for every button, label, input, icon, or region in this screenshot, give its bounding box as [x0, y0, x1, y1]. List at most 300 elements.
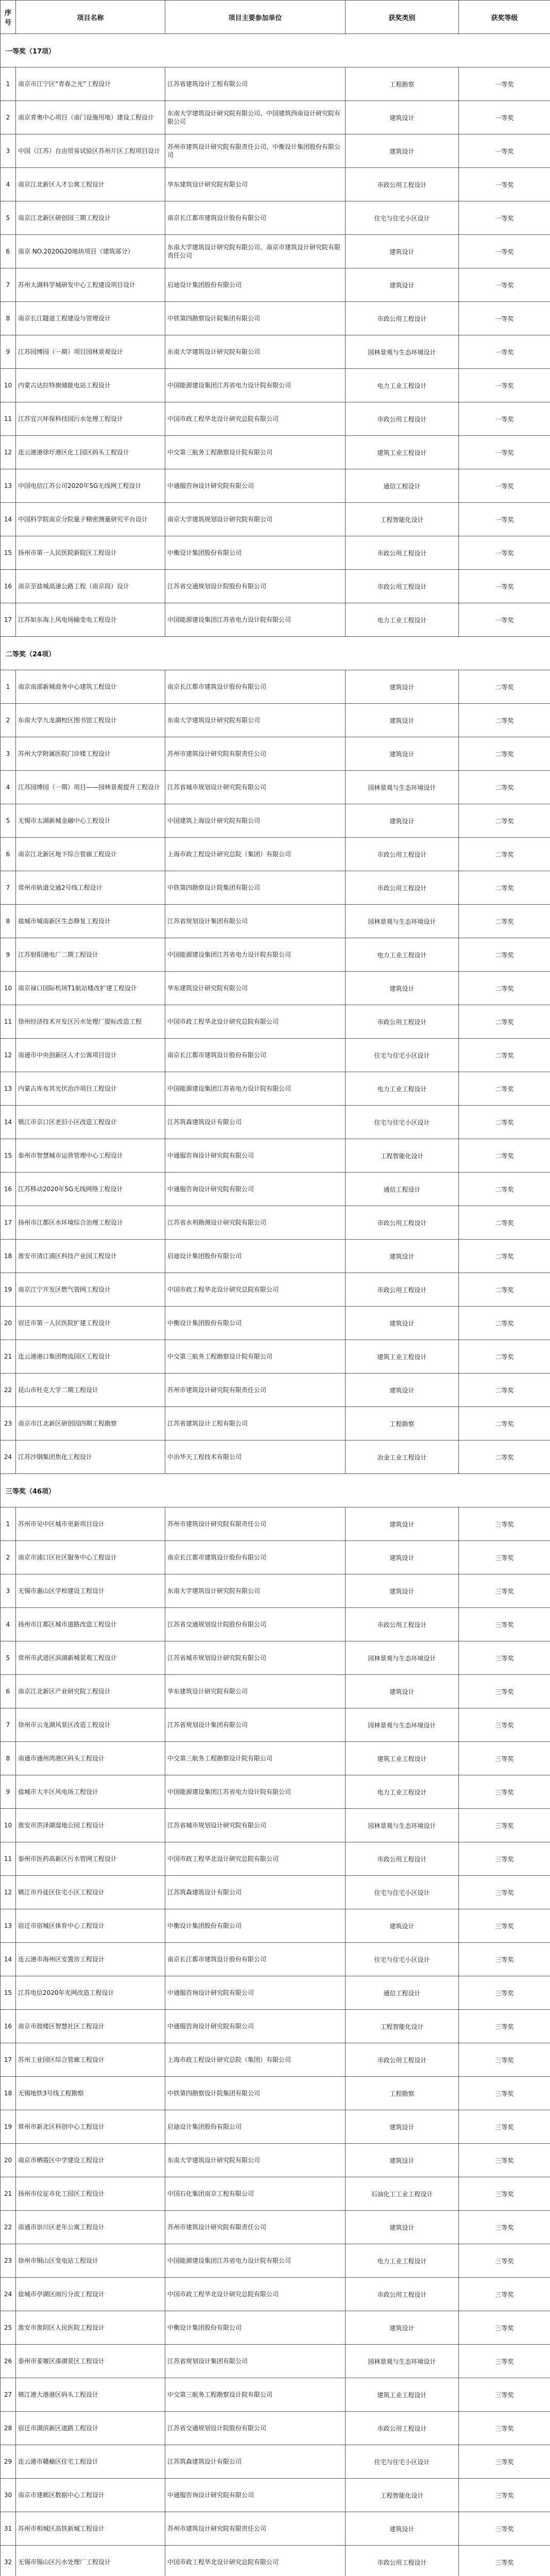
award-category: 建筑设计 — [346, 737, 459, 771]
award-level: 二等奖 — [459, 1139, 550, 1173]
project-name: 南通市通州湾港区码头工程设计 — [16, 1742, 165, 1775]
row-number: 22 — [1, 1374, 16, 1407]
award-level: 二等奖 — [459, 704, 550, 737]
participating-units: 中国市政工程华北设计研究总院有限公司 — [165, 2278, 346, 2311]
row-number: 15 — [1, 1976, 16, 2010]
award-level: 一等奖 — [459, 134, 550, 168]
participating-units: 南京长江都市建筑设计股份有限公司 — [165, 1039, 346, 1072]
row-number: 20 — [1, 2144, 16, 2177]
header-name: 项目名称 — [16, 1, 165, 34]
row-number: 5 — [1, 1641, 16, 1675]
table-row — [1, 134, 550, 168]
row-number: 23 — [1, 2244, 16, 2278]
table-row — [1, 1976, 550, 2010]
participating-units: 中国市政工程华北设计研究总院有限公司 — [165, 1842, 346, 1876]
row-number: 4 — [1, 771, 16, 804]
award-level: 二等奖 — [459, 1005, 550, 1039]
project-name: 江苏移动2020年5G无线网络工程设计 — [16, 1173, 165, 1206]
participating-units: 江苏省建筑设计工程有限公司 — [165, 67, 346, 101]
table-row — [1, 737, 550, 771]
table-row — [1, 1139, 550, 1173]
row-number: 1 — [1, 67, 16, 101]
award-category: 通信工程设计 — [346, 1173, 459, 1206]
participating-units: 东南大学建筑设计研究院有限公司、南京市建筑设计研究院有限责任公司 — [165, 235, 346, 268]
participating-units: 中国建筑上海设计研究院有限公司 — [165, 804, 346, 838]
award-category: 建筑设计 — [346, 101, 459, 134]
participating-units: 中国能源建设集团江苏省电力设计院有限公司 — [165, 369, 346, 402]
award-level: 一等奖 — [459, 369, 550, 402]
table-row — [1, 670, 550, 704]
award-level: 一等奖 — [459, 268, 550, 302]
award-category: 电力工业工程设计 — [346, 369, 459, 402]
project-name: 南京市浦口区社区服务中心工程设计 — [16, 1541, 165, 1574]
award-level: 三等奖 — [459, 1708, 550, 1742]
award-category: 建筑设计 — [346, 2110, 459, 2144]
award-level: 三等奖 — [459, 2311, 550, 2345]
participating-units: 江苏筑森建筑设计有限公司 — [165, 2445, 346, 2479]
project-name: 江苏园博园（一期）项目——园林景观提升工程设计 — [16, 771, 165, 804]
award-level: 三等奖 — [459, 2546, 550, 2576]
table-row — [1, 335, 550, 369]
award-category: 建筑设计 — [346, 1675, 459, 1708]
award-category: 通信工程设计 — [346, 469, 459, 503]
table-row — [1, 1374, 550, 1407]
participating-units: 中交第三航务工程勘察设计院有限公司 — [165, 1340, 346, 1374]
award-level: 三等奖 — [459, 1809, 550, 1842]
award-category: 住宅与住宅小区设计 — [346, 1943, 459, 1976]
award-level: 三等奖 — [459, 1641, 550, 1675]
project-name: 宿迁市湖滨新区道路工程设计 — [16, 2412, 165, 2445]
award-category: 建筑设计 — [346, 1307, 459, 1340]
participating-units: 启迪设计集团股份有限公司 — [165, 268, 346, 302]
award-category: 市政公用工程设计 — [346, 570, 459, 603]
participating-units: 中国能源建设集团江苏省电力设计院有限公司 — [165, 1072, 346, 1106]
row-number: 7 — [1, 871, 16, 905]
project-name: 扬州市江都区水环境综合治理工程设计 — [16, 1206, 165, 1240]
award-level: 三等奖 — [459, 2378, 550, 2412]
header-org: 项目主要参加单位 — [165, 1, 346, 34]
row-number: 8 — [1, 302, 16, 335]
project-name: 镇江市京口区老旧小区改造工程设计 — [16, 1106, 165, 1139]
project-name: 南京江北新区产业研究院工程设计 — [16, 1675, 165, 1708]
project-name: 内蒙古库布其光伏治沙项目工程设计 — [16, 1072, 165, 1106]
project-name: 盐城市亭湖区雨污分流工程设计 — [16, 2278, 165, 2311]
project-name: 苏州市相城区高铁新城工程设计 — [16, 2512, 165, 2546]
section-row — [1, 637, 550, 670]
row-number: 18 — [1, 2077, 16, 2110]
participating-units: 苏州市建筑设计研究院有限责任公司、中衡设计集团股份有限公司 — [165, 134, 346, 168]
award-category: 市政公用工程设计 — [346, 402, 459, 436]
table-row — [1, 1240, 550, 1273]
award-level: 二等奖 — [459, 972, 550, 1005]
row-number: 6 — [1, 838, 16, 871]
table-row — [1, 2278, 550, 2311]
table-row — [1, 469, 550, 503]
table-row — [1, 1206, 550, 1240]
project-name: 南京市鼓楼区智慧社区工程设计 — [16, 2010, 165, 2043]
award-level: 二等奖 — [459, 804, 550, 838]
table-row — [1, 1039, 550, 1072]
award-category: 工程智能化设计 — [346, 1139, 459, 1173]
project-name: 内蒙古达拉特旗储能电站工程设计 — [16, 369, 165, 402]
row-number: 17 — [1, 2043, 16, 2077]
award-level: 三等奖 — [459, 2244, 550, 2278]
project-name: 南京江宁开发区燃气管网工程设计 — [16, 1273, 165, 1307]
participating-units: 江苏筑森建筑设计有限公司 — [165, 1876, 346, 1909]
participating-units: 江苏省交通规划设计院股份有限公司 — [165, 570, 346, 603]
row-number: 11 — [1, 402, 16, 436]
participating-units: 中衡设计集团股份有限公司 — [165, 1307, 346, 1340]
table-row — [1, 2445, 550, 2479]
row-number: 17 — [1, 1206, 16, 1240]
table-row — [1, 2110, 550, 2144]
participating-units: 中铁第四勘察设计院集团有限公司 — [165, 871, 346, 905]
participating-units: 中国市政工程华北设计研究总院有限公司 — [165, 1005, 346, 1039]
participating-units: 启迪设计集团股份有限公司 — [165, 1240, 346, 1273]
participating-units: 中国能源建设集团江苏省电力设计院有限公司 — [165, 603, 346, 637]
section-title: 二等奖（24项） — [1, 637, 550, 670]
table-row — [1, 2177, 550, 2211]
table-row — [1, 1909, 550, 1943]
project-name: 泰州市姜堰区溱湖景区工程设计 — [16, 2345, 165, 2378]
award-level: 二等奖 — [459, 1307, 550, 1340]
award-level: 三等奖 — [459, 2479, 550, 2512]
table-row — [1, 67, 550, 101]
project-name: 南京市栖霞区中学建设工程设计 — [16, 2144, 165, 2177]
project-name: 泰州市智慧城市运营管理中心工程设计 — [16, 1139, 165, 1173]
project-name: 苏州大学附属医院门诊楼工程设计 — [16, 737, 165, 771]
award-category: 市政公用工程设计 — [346, 2278, 459, 2311]
award-level: 二等奖 — [459, 871, 550, 905]
project-name: 江苏沙钢集团焦化工程设计 — [16, 1440, 165, 1474]
award-category: 建筑设计 — [346, 1909, 459, 1943]
award-category: 建筑设计 — [346, 2512, 459, 2546]
table-row — [1, 168, 550, 201]
row-number: 27 — [1, 2378, 16, 2412]
participating-units: 华东建筑设计研究院有限公司 — [165, 972, 346, 1005]
table-row — [1, 1775, 550, 1809]
table-row — [1, 1842, 550, 1876]
project-name: 无锡市锡山区污水处理厂工程设计 — [16, 2546, 165, 2576]
row-number: 1 — [1, 670, 16, 704]
table-row — [1, 2546, 550, 2576]
award-level: 三等奖 — [459, 2010, 550, 2043]
project-name: 镇江市丹徒区住宅小区工程设计 — [16, 1876, 165, 1909]
participating-units: 中衡设计集团股份有限公司 — [165, 2311, 346, 2345]
table-row — [1, 1307, 550, 1340]
section-row — [1, 34, 550, 67]
participating-units: 中交第三航务工程勘察设计院有限公司 — [165, 2378, 346, 2412]
participating-units: 南京长江都市建筑设计股份有限公司 — [165, 201, 346, 235]
award-category: 园林景观与生态环境设计 — [346, 905, 459, 938]
award-level: 三等奖 — [459, 1976, 550, 2010]
award-category: 工程勘察 — [346, 2077, 459, 2110]
participating-units: 中铁第四勘察设计院集团有限公司 — [165, 302, 346, 335]
project-name: 徐州经济技术开发区污水处理厂提标改造工程 — [16, 1005, 165, 1039]
row-number: 11 — [1, 1005, 16, 1039]
participating-units: 中通服咨询设计研究院有限公司 — [165, 1976, 346, 2010]
project-name: 中国电信江苏公司2020年5G无线网工程设计 — [16, 469, 165, 503]
award-category: 建筑工业工程设计 — [346, 1742, 459, 1775]
table-row — [1, 235, 550, 268]
table-row — [1, 1641, 550, 1675]
table-row — [1, 503, 550, 536]
row-number: 2 — [1, 101, 16, 134]
table-row — [1, 268, 550, 302]
award-category: 园林景观与生态环境设计 — [346, 1708, 459, 1742]
table-row — [1, 2211, 550, 2244]
award-level: 二等奖 — [459, 1206, 550, 1240]
participating-units: 中冶华天工程技术有限公司 — [165, 1440, 346, 1474]
row-number: 22 — [1, 2211, 16, 2244]
participating-units: 中交第三航务工程勘察设计院有限公司 — [165, 436, 346, 469]
row-number: 13 — [1, 1909, 16, 1943]
table-row — [1, 704, 550, 737]
participating-units: 中通服咨询设计研究院有限公司 — [165, 2479, 346, 2512]
award-level: 三等奖 — [459, 2278, 550, 2311]
row-number: 9 — [1, 938, 16, 972]
participating-units: 江苏省城市规划设计研究院有限公司 — [165, 1809, 346, 1842]
project-name: 南京至盐城高速公路工程（南京段）设计 — [16, 570, 165, 603]
row-number: 6 — [1, 1675, 16, 1708]
table-row — [1, 1072, 550, 1106]
award-category: 市政公用工程设计 — [346, 168, 459, 201]
table-row — [1, 1407, 550, 1440]
table-row — [1, 101, 550, 134]
award-category: 住宅与住宅小区设计 — [346, 2445, 459, 2479]
section-title: 一等奖（17项） — [1, 34, 550, 67]
participating-units: 苏州市建筑设计研究院有限责任公司 — [165, 2211, 346, 2244]
award-category: 建筑设计 — [346, 1574, 459, 1608]
award-category: 建筑设计 — [346, 804, 459, 838]
award-level: 一等奖 — [459, 536, 550, 570]
table-row — [1, 2244, 550, 2278]
table-row — [1, 1608, 550, 1641]
award-category: 市政公用工程设计 — [346, 1608, 459, 1641]
award-level: 二等奖 — [459, 1039, 550, 1072]
award-category: 建筑设计 — [346, 1240, 459, 1273]
table-row — [1, 603, 550, 637]
participating-units: 中国能源建设集团江苏省电力设计院有限公司 — [165, 2244, 346, 2278]
participating-units: 中通服咨询设计研究院有限公司 — [165, 1173, 346, 1206]
project-name: 江苏宜兴环保科技园污水处理工程设计 — [16, 402, 165, 436]
participating-units: 江苏省建筑设计工程有限公司 — [165, 1407, 346, 1440]
table-row — [1, 972, 550, 1005]
award-category: 园林景观与生态环境设计 — [346, 771, 459, 804]
participating-units: 上海市政工程设计研究总院（集团）有限公司 — [165, 838, 346, 871]
award-category: 建筑设计 — [346, 1507, 459, 1541]
award-level: 一等奖 — [459, 570, 550, 603]
table-row — [1, 1173, 550, 1206]
table-row — [1, 871, 550, 905]
participating-units: 中国市政工程华北设计研究总院有限公司 — [165, 402, 346, 436]
row-number: 19 — [1, 1273, 16, 1307]
award-category: 工程智能化设计 — [346, 503, 459, 536]
project-name: 徐州市云龙湖风景区改造工程设计 — [16, 1708, 165, 1742]
award-category: 住宅与住宅小区设计 — [346, 201, 459, 235]
award-level: 三等奖 — [459, 2177, 550, 2211]
row-number: 3 — [1, 737, 16, 771]
award-category: 市政公用工程设计 — [346, 838, 459, 871]
participating-units: 中通服咨询设计研究院有限公司 — [165, 1139, 346, 1173]
table-row — [1, 2378, 550, 2412]
table-row — [1, 2311, 550, 2345]
award-category: 电力工业工程设计 — [346, 938, 459, 972]
table-row — [1, 402, 550, 436]
row-number: 4 — [1, 168, 16, 201]
project-name: 常州市武进区滨湖新城景观工程设计 — [16, 1641, 165, 1675]
award-category: 市政公用工程设计 — [346, 536, 459, 570]
participating-units: 南京长江都市建筑设计股份有限公司 — [165, 1541, 346, 1574]
award-level: 一等奖 — [459, 503, 550, 536]
award-level: 一等奖 — [459, 436, 550, 469]
project-name: 江苏园博园（一期）项目园林景观设计 — [16, 335, 165, 369]
award-level: 二等奖 — [459, 1173, 550, 1206]
award-category: 园林景观与生态环境设计 — [346, 1809, 459, 1842]
award-category: 建筑设计 — [346, 2144, 459, 2177]
table-row — [1, 1541, 550, 1574]
award-category: 建筑设计 — [346, 670, 459, 704]
project-name: 东南大学九龙湖校区图书馆工程设计 — [16, 704, 165, 737]
row-number: 14 — [1, 1106, 16, 1139]
table-row — [1, 1943, 550, 1976]
award-category: 建筑设计 — [346, 134, 459, 168]
project-name: 中国（江苏）自由贸易试验区苏州片区工程项目设计 — [16, 134, 165, 168]
award-category: 建筑设计 — [346, 2311, 459, 2345]
row-number: 8 — [1, 905, 16, 938]
award-level: 三等奖 — [459, 1876, 550, 1909]
row-number: 24 — [1, 2278, 16, 2311]
table-row — [1, 536, 550, 570]
award-level: 一等奖 — [459, 335, 550, 369]
award-category: 建筑工业工程设计 — [346, 2378, 459, 2412]
award-category: 建筑设计 — [346, 268, 459, 302]
section-title: 三等奖（46项） — [1, 1474, 550, 1507]
row-number: 25 — [1, 2311, 16, 2345]
participating-units: 中交第三航务工程勘察设计院有限公司 — [165, 1742, 346, 1775]
table-row — [1, 1106, 550, 1139]
award-level: 三等奖 — [459, 2110, 550, 2144]
award-level: 三等奖 — [459, 1675, 550, 1708]
table-row — [1, 369, 550, 402]
project-name: 盐城市大丰区风电场工程设计 — [16, 1775, 165, 1809]
participating-units: 东南大学建筑设计研究院有限公司 — [165, 1574, 346, 1608]
project-name: 南通市崇川区老年公寓工程设计 — [16, 2211, 165, 2244]
participating-units: 江苏省交通规划设计院股份有限公司 — [165, 2412, 346, 2445]
award-category: 通信工程设计 — [346, 1976, 459, 2010]
award-category: 工程智能化设计 — [346, 2010, 459, 2043]
project-name: 苏州市吴中区城市更新项目设计 — [16, 1507, 165, 1541]
row-number: 18 — [1, 1240, 16, 1273]
project-name: 南京长江隧道工程建设与管理设计 — [16, 302, 165, 335]
participating-units: 东南大学建筑设计研究院有限公司 — [165, 704, 346, 737]
row-number: 16 — [1, 1173, 16, 1206]
project-name: 南京江北新区地下综合管廊工程设计 — [16, 838, 165, 871]
row-number: 12 — [1, 436, 16, 469]
table-row — [1, 2010, 550, 2043]
award-level: 三等奖 — [459, 1742, 550, 1775]
project-name: 无锡地铁3号线工程勘察 — [16, 2077, 165, 2110]
project-name: 连云港港徐圩港区化工园区码头工程设计 — [16, 436, 165, 469]
award-level: 一等奖 — [459, 201, 550, 235]
award-category: 市政公用工程设计 — [346, 871, 459, 905]
row-number: 10 — [1, 369, 16, 402]
row-number: 23 — [1, 1407, 16, 1440]
award-level: 二等奖 — [459, 838, 550, 871]
project-name: 常州市新北区科创中心工程设计 — [16, 2110, 165, 2144]
project-name: 江苏电信2020年光网改造工程设计 — [16, 1976, 165, 2010]
table-row — [1, 1574, 550, 1608]
table-row — [1, 1742, 550, 1775]
row-number: 3 — [1, 134, 16, 168]
award-category: 建筑工业工程设计 — [346, 436, 459, 469]
award-category: 电力工业工程设计 — [346, 2244, 459, 2278]
project-name: 盐城市城南新区生态修复工程设计 — [16, 905, 165, 938]
participating-units: 苏州市建筑设计研究院有限责任公司 — [165, 1507, 346, 1541]
participating-units: 苏州市建筑设计研究院有限责任公司 — [165, 737, 346, 771]
row-number: 28 — [1, 2412, 16, 2445]
row-number: 31 — [1, 2512, 16, 2546]
header-no: 序号 — [1, 1, 16, 34]
award-category: 市政公用工程设计 — [346, 1273, 459, 1307]
row-number: 26 — [1, 2345, 16, 2378]
row-number: 9 — [1, 335, 16, 369]
table-row — [1, 1708, 550, 1742]
table-row — [1, 1876, 550, 1909]
table-row — [1, 570, 550, 603]
award-level: 三等奖 — [459, 2512, 550, 2546]
award-category: 市政公用工程设计 — [346, 1005, 459, 1039]
project-name: 徐州市铜山区变电站工程设计 — [16, 2244, 165, 2278]
participating-units: 中国石化集团南京工程有限公司 — [165, 2177, 346, 2211]
award-level: 二等奖 — [459, 1374, 550, 1407]
participating-units: 江苏筑森建筑设计有限公司 — [165, 1106, 346, 1139]
row-number: 13 — [1, 469, 16, 503]
participating-units: 江苏省规划设计集团有限公司 — [165, 905, 346, 938]
row-number: 5 — [1, 201, 16, 235]
project-name: 南京市江北新区研创园四期工程勘察 — [16, 1407, 165, 1440]
participating-units: 江苏省城市规划设计研究院有限公司 — [165, 771, 346, 804]
award-level: 三等奖 — [459, 2345, 550, 2378]
project-name: 南京江北新区人才公寓工程设计 — [16, 168, 165, 201]
project-name: 扬州市江都区城市道路改造工程设计 — [16, 1608, 165, 1641]
table-row — [1, 2512, 550, 2546]
table-body — [1, 34, 550, 2576]
award-category: 市政公用工程设计 — [346, 1206, 459, 1240]
award-level: 二等奖 — [459, 1273, 550, 1307]
award-level: 二等奖 — [459, 670, 550, 704]
project-name: 江苏射阳港电厂二期工程设计 — [16, 938, 165, 972]
participating-units: 南京长江都市建筑设计股份有限公司 — [165, 1943, 346, 1976]
table-row — [1, 1809, 550, 1842]
award-category: 市政公用工程设计 — [346, 302, 459, 335]
table-row — [1, 2043, 550, 2077]
row-number: 21 — [1, 2177, 16, 2211]
row-number: 20 — [1, 1307, 16, 1340]
award-category: 工程勘察 — [346, 1407, 459, 1440]
project-name: 连云港市海州区安置房工程设计 — [16, 1943, 165, 1976]
project-name: 南京市建邺区数据中心工程设计 — [16, 2479, 165, 2512]
award-category: 建筑设计 — [346, 704, 459, 737]
award-level: 三等奖 — [459, 2077, 550, 2110]
project-name: 淮安市淮阴区人民医院工程设计 — [16, 2311, 165, 2345]
row-number: 5 — [1, 804, 16, 838]
award-level: 二等奖 — [459, 905, 550, 938]
participating-units: 中国能源建设集团江苏省电力设计院有限公司 — [165, 1775, 346, 1809]
table-row — [1, 2345, 550, 2378]
project-name: 宿迁市宿城区体育中心工程设计 — [16, 1909, 165, 1943]
project-name: 南京江北新区研创园三期工程设计 — [16, 201, 165, 235]
